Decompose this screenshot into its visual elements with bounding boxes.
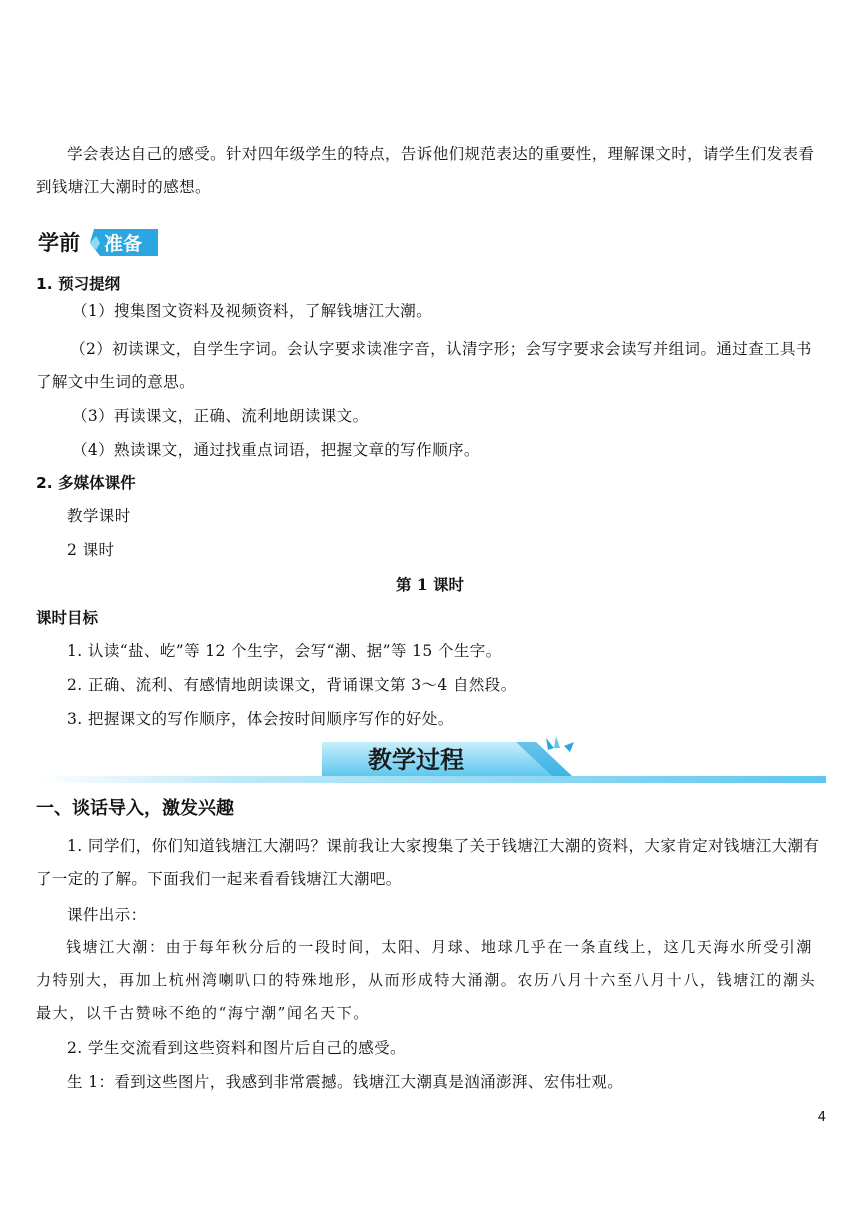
media-heading: 2. 多媒体课件 (36, 474, 136, 492)
intro-paragraph: 学会表达自己的感受。针对四年级学生的特点，告诉他们规范表达的重要性，理解课文时，请学生们发表看到钱塘江大潮时的感想。 (36, 145, 815, 196)
prep-heading: 1. 预习提纲 (36, 275, 121, 293)
badge-text-part1: 学前 (38, 231, 80, 255)
courseware-citation: 钱塘江大潮：由于每年秋分后的一段时间，太阳、月球、地球几乎在一条直线上，这几天海水所受引潮力特别大，再加上杭州湾喇叭口的特殊地形，从而形成特大涌潮。农历八月十六至八月十八，钱塘江的潮头最大，以千古赞咏不绝的“海宁潮”闻名天下。 (36, 938, 817, 1022)
goal-item: 2. 正确、流利、有感情地朗读课文，背诵课文第 3～4 自然段。 (67, 676, 517, 694)
goal-item: 3. 把握课文的写作顺序，体会按时间顺序写作的好处。 (67, 710, 454, 728)
badge-graphic (36, 226, 160, 258)
prep-item: （1）搜集图文资料及视频资料，了解钱塘江大潮。 (72, 302, 433, 320)
banner-graphic (36, 736, 826, 788)
section-banner-teaching-process (36, 736, 826, 788)
prep-item: （4）熟读课文，通过找重点词语，把握文章的写作顺序。 (72, 441, 480, 459)
lesson-title: 第 1 课时 (395, 575, 465, 594)
goal-item: 1. 认读“盐、屹”等 12 个生字，会写“潮、据”等 15 个生字。 (67, 642, 502, 660)
page-number: 4 (817, 1110, 826, 1125)
section1-heading: 一、谈话导入，激发兴趣 (36, 798, 234, 819)
media-line: 教学课时 (67, 507, 131, 525)
section-badge-preparation (36, 226, 160, 258)
media-line: 2 课时 (67, 541, 115, 559)
section1-paragraph: 2. 学生交流看到这些资料和图片后自己的感受。 (67, 1039, 406, 1057)
goals-heading: 课时目标 (36, 609, 99, 627)
section1-paragraph: 1. 同学们，你们知道钱塘江大潮吗？课前我让大家搜集了关于钱塘江大潮的资料，大家肯定对钱塘江大潮有了一定的了解。下面我们一起来看看钱塘江大潮吧。 (36, 837, 820, 888)
badge-text-part2: 准备 (104, 233, 143, 255)
section1-paragraph: 课件出示： (67, 906, 147, 924)
prep-item: （2）初读课文，自学生字词。会认字要求读准字音，认清字形；会写字要求会读写并组词。通过查工具书了解文中生词的意思。 (36, 340, 812, 391)
section1-paragraph: 生 1：看到这些图片，我感到非常震撼。钱塘江大潮真是汹涌澎湃、宏伟壮观。 (67, 1073, 624, 1091)
banner-label: 教学过程 (368, 746, 464, 774)
prep-item: （3）再读课文，正确、流利地朗读课文。 (72, 407, 369, 425)
